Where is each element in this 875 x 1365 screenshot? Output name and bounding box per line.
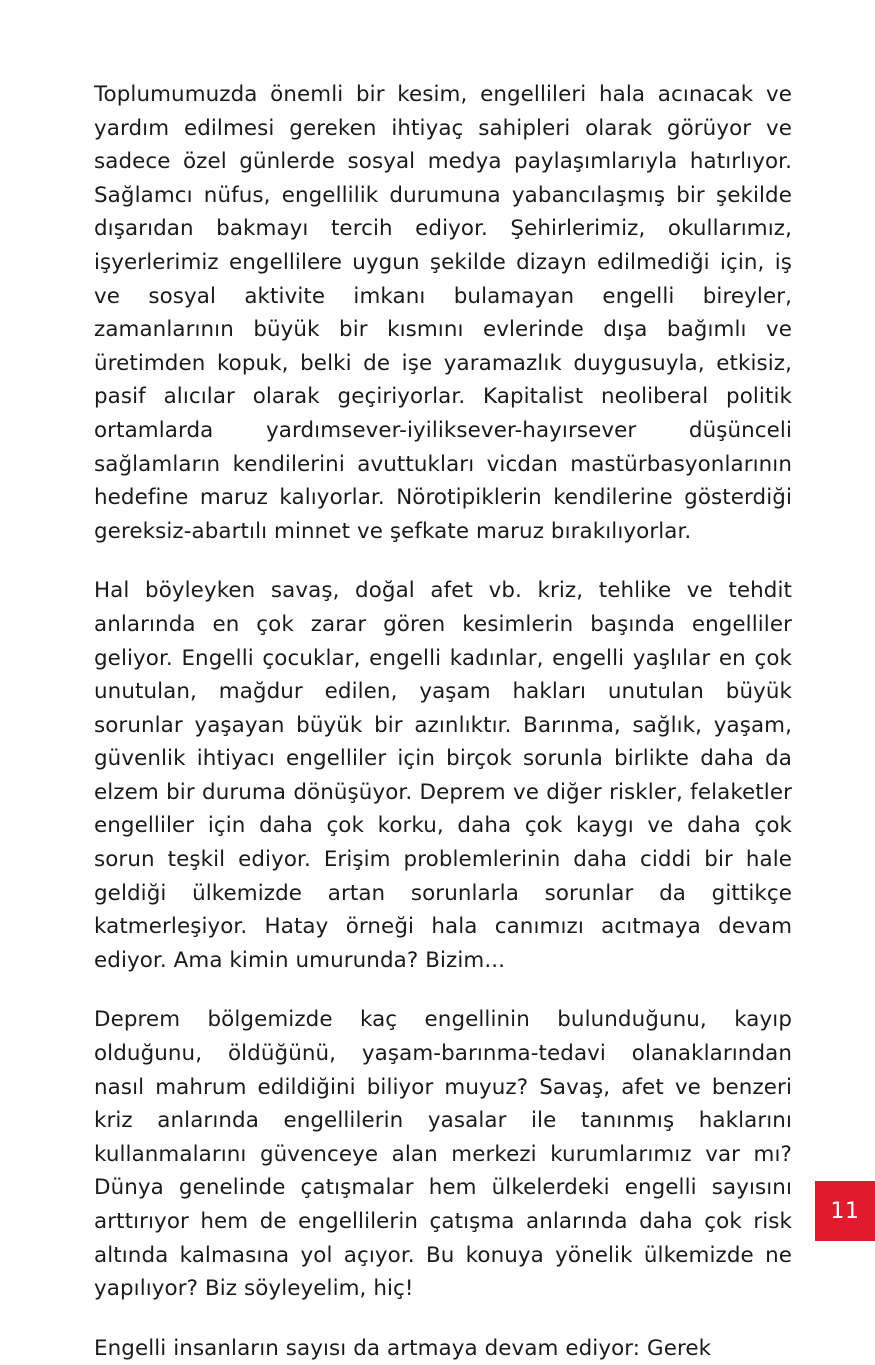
page-body-text (94, 78, 792, 1365)
paragraph: Hal böyleyken savaş, doğal afet vb. kriz, tehlike ve tehdit anlarında en çok zarar gören kesimlerin başında engelliler geliyor. Engelli çocuklar, engelli kadınlar, engelli yaşlılar en çok unutulan, mağdur edilen, yaşam hakları unutulan büyük sorunlar yaşayan büyük bir azınlıktır. Barınma, sağlık, yaşam, güvenlik ihtiyacı engelliler için birçok sorunla birlikte daha da elzem bir duruma dönüşüyor. Deprem ve diğer riskler, felaketler engelliler için daha çok korku, daha çok kaygı ve daha çok sorun teşkil ediyor. Erişim problemlerinin daha ciddi bir hale geldiği ülkemizde artan sorunlarla sorunlar da gittikçe katmerleşiyor. Hatay örneği hala canımızı acıtmaya devam ediyor. Ama kimin umurunda? Bizim... (94, 578, 792, 973)
paragraph: Engelli insanların sayısı da artmaya devam ediyor: Gerek (94, 1335, 712, 1361)
page-number-badge (815, 1181, 875, 1241)
paragraph: Toplumumuzda önemli bir kesim, engellileri hala acınacak ve yardım edilmesi gereken ihtiyaç sahipleri olarak görüyor ve sadece özel günlerde sosyal medya paylaşımlarıyla hatırlıyor. Sağlamcı nüfus, engellilik durumuna yabancılaşmış bir şekilde dışarıdan bakmayı tercih ediyor. Şehirlerimiz, okullarımız, işyerlerimiz engellilere uygun şekilde dizayn edilmediği için, iş ve sosyal aktivite imkanı bulamayan engelli bireyler, zamanlarının büyük bir kısmını evlerinde dışa bağımlı ve üretimden kopuk, belki de işe yaramazlık duygusuyla, etkisiz, pasif alıcılar olarak geçiriyorlar. Kapitalist neoliberal politik ortamlarda yardımsever-iyiliksever-hayırsever düşünceli sağlamların kendilerini avuttukları vicdan mastürbasyonlarının hedefine maruz kalıyorlar. Nörotipiklerin kendilerine gösterdiği gereksiz-abartılı minnet ve şefkate maruz bırakılıyorlar. (94, 82, 792, 544)
paragraph: Deprem bölgemizde kaç engellinin bulunduğunu, kayıp olduğunu, öldüğünü, yaşam-barınma-tedavi olanaklarından nasıl mahrum edildiğini biliyor muyuz? Savaş, afet ve benzeri kriz anlarında engellilerin yasalar ile tanınmış haklarını kullanmalarını güvenceye alan merkezi kurumlarımız var mı? Dünya genelinde çatışmalar hem ülkelerdeki engelli sayısını arttırıyor hem de engellilerin çatışma anlarında daha çok risk altında kalmasına yol açıyor. Bu konuya yönelik ülkemizde ne yapılıyor? Biz söyleyelim, hiç! (94, 1007, 792, 1302)
page-number-label: 11 (830, 1198, 860, 1224)
